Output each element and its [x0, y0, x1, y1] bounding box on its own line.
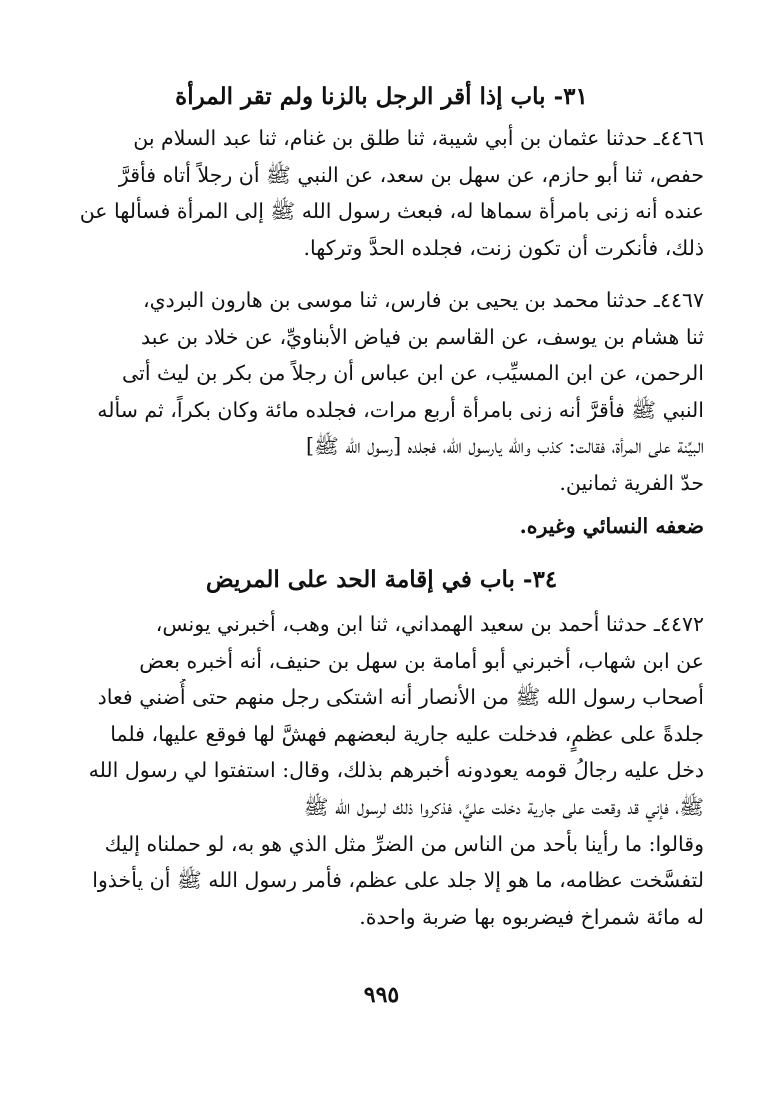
- grading-note: ضعفه النسائي وغيره.: [519, 514, 704, 538]
- section-heading-34: ٣٤- باب في إقامة الحد على المريض: [205, 566, 558, 593]
- text-line: الرحمن، عن ابن المسيِّب، عن ابن عباس أن رجلاً من بكر بن ليث أتى: [122, 361, 704, 386]
- text-line: له مائة شمراخ فيضربوه بها ضربة واحدة.: [359, 904, 704, 929]
- text-line: أصحاب رسول الله ﷺ من الأنصار أنه اشتكى رجل منهم حتى أُضني فعاد: [97, 685, 704, 710]
- text-line: حفص، ثنا أبو حازم، عن سهل بن سعد، عن النبي ﷺ أن رجلاً أتاه فأقرَّ: [118, 162, 704, 187]
- hadith-4466: [80, 120, 704, 266]
- text-line: عن ابن شهاب، أخبرني أبو أمامة بن سهل بن حنيف، أنه أخبره بعض: [139, 648, 704, 673]
- text-line: ٤٤٦٧ـ حدثنا محمد بن يحيى بن فارس، ثنا موسى بن هارون البردي،: [143, 288, 704, 312]
- text-line: دخل عليه رجالُ قومه يعودونه أخبرهم بذلك، وقال: استفتوا لي رسول الله: [88, 758, 704, 783]
- hadith-4467: [80, 282, 704, 502]
- text-line: عنده أنه زنى بامرأة سماها له، فبعث رسول الله ﷺ إلى المرأة فسألها عن: [80, 199, 704, 224]
- section-heading-31: ٣١- باب إذا أقر الرجل بالزنا ولم تقر المرأة: [175, 83, 588, 110]
- hadith-4472: [80, 606, 704, 935]
- text-line: ٤٤٧٢ـ حدثنا أحمد بن سعيد الهمداني، ثنا ابن وهب، أخبرني يونس،: [155, 612, 704, 636]
- text-line: جلدةً على عظمٍ، فدخلت عليه جارية لبعضهم فهشَّ لها فوقع عليها، فلما: [110, 721, 704, 746]
- text-line: النبي ﷺ فأقرَّ أنه زنى بامرأة أربع مرات، فجلده مائة وكان بكراً، ثم سأله: [97, 397, 704, 422]
- text-line: ذلك، فأنكرت أن تكون زنت، فجلده الحدَّ وتركها.: [303, 235, 704, 260]
- text-line: ثنا هشام بن يوسف، عن القاسم بن فياض الأبناويِّ، عن خلاد بن عبد: [141, 324, 704, 349]
- text-line: وقالوا: ما رأينا بأحد من الناس من الضرِّ مثل الذي هو به، لو حملناه إليك: [104, 831, 704, 856]
- page-number: ٩٩٥: [363, 982, 400, 1008]
- text-line: البيِّنة على المرأة، فقالت: كذب والله يارسول الله، فجلده [رسول الله ﷺ]: [306, 434, 704, 459]
- text-line: حدّ الفرية ثمانين.: [559, 470, 704, 495]
- text-line: لتفسَّخت عظامه، ما هو إلا جلد على عظم، فأمر رسول الله ﷺ أن يأخذوا: [92, 868, 704, 893]
- text-line: ٤٤٦٦ـ حدثنا عثمان بن أبي شيبة، ثنا طلق بن غنام، ثنا عبد السلام بن: [133, 126, 704, 150]
- text-line: ﷺ، فإني قد وقعت على جارية دخلت عليَّ، فذكروا ذلك لرسول الله ﷺ: [303, 794, 704, 819]
